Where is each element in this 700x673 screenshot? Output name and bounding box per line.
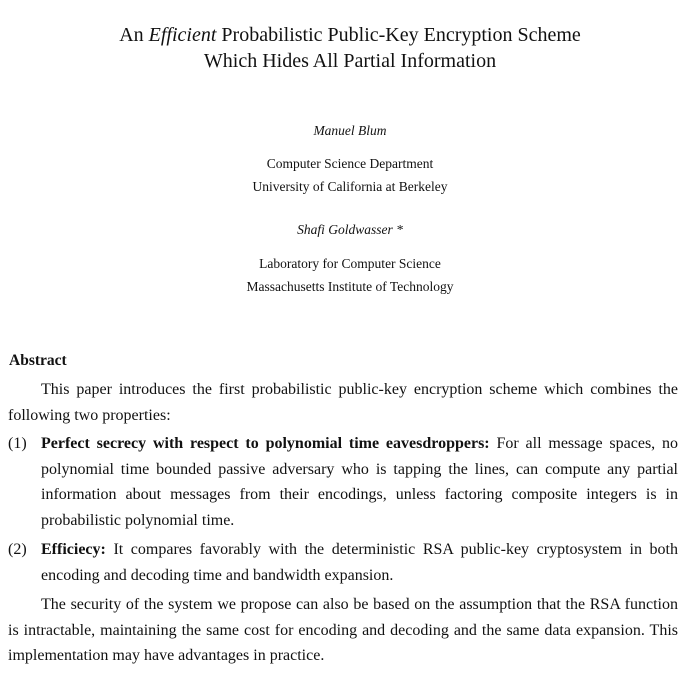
title-emphasis: Efficient	[148, 24, 217, 46]
item-body: Efficiecy: It compares favorably with the deterministic RSA public-key cryptosystem in both encoding and decoding time and bandwidth expansion.	[41, 541, 678, 584]
author-affiliation: Laboratory for Computer Science Massachusetts Institute of Technology	[246, 256, 454, 294]
item-lead: Efficiecy:	[41, 541, 106, 558]
list-item	[8, 537, 678, 588]
paper-title	[0, 22, 700, 74]
abstract-closing: The security of the system we propose can also be based on the assumption that the RSA function is intractable, maintaining the same cost for encoding and decoding and the same data expansion. This implementation may have advantages in practice.	[8, 596, 678, 664]
author-name: Shafi Goldwasser *	[297, 222, 403, 237]
author-name: Manuel Blum	[313, 123, 387, 138]
item-number: (2)	[8, 541, 27, 558]
author-affiliation: Computer Science Department University of California at Berkeley	[252, 156, 448, 194]
item-number: (1)	[8, 435, 27, 452]
abstract-intro: This paper introduces the first probabilistic public-key encryption scheme which combines the following two properties:	[8, 381, 678, 424]
item-lead: Perfect secrecy with respect to polynomial time eavesdroppers:	[41, 435, 490, 452]
title-line-1: An Efficient Probabilistic Public-Key Encryption Scheme	[119, 24, 581, 46]
abstract-heading: Abstract	[9, 352, 67, 369]
item-body: Perfect secrecy with respect to polynomial time eavesdroppers: For all message spaces, no polynomial time bounded passive adversary who is tapping the lines, can compute any partial information about messages from their encodings, unless factoring composite integers is in probabilistic polynomial time.	[41, 435, 679, 529]
list-item	[8, 431, 678, 533]
title-line-2: Which Hides All Partial Information	[203, 50, 497, 72]
